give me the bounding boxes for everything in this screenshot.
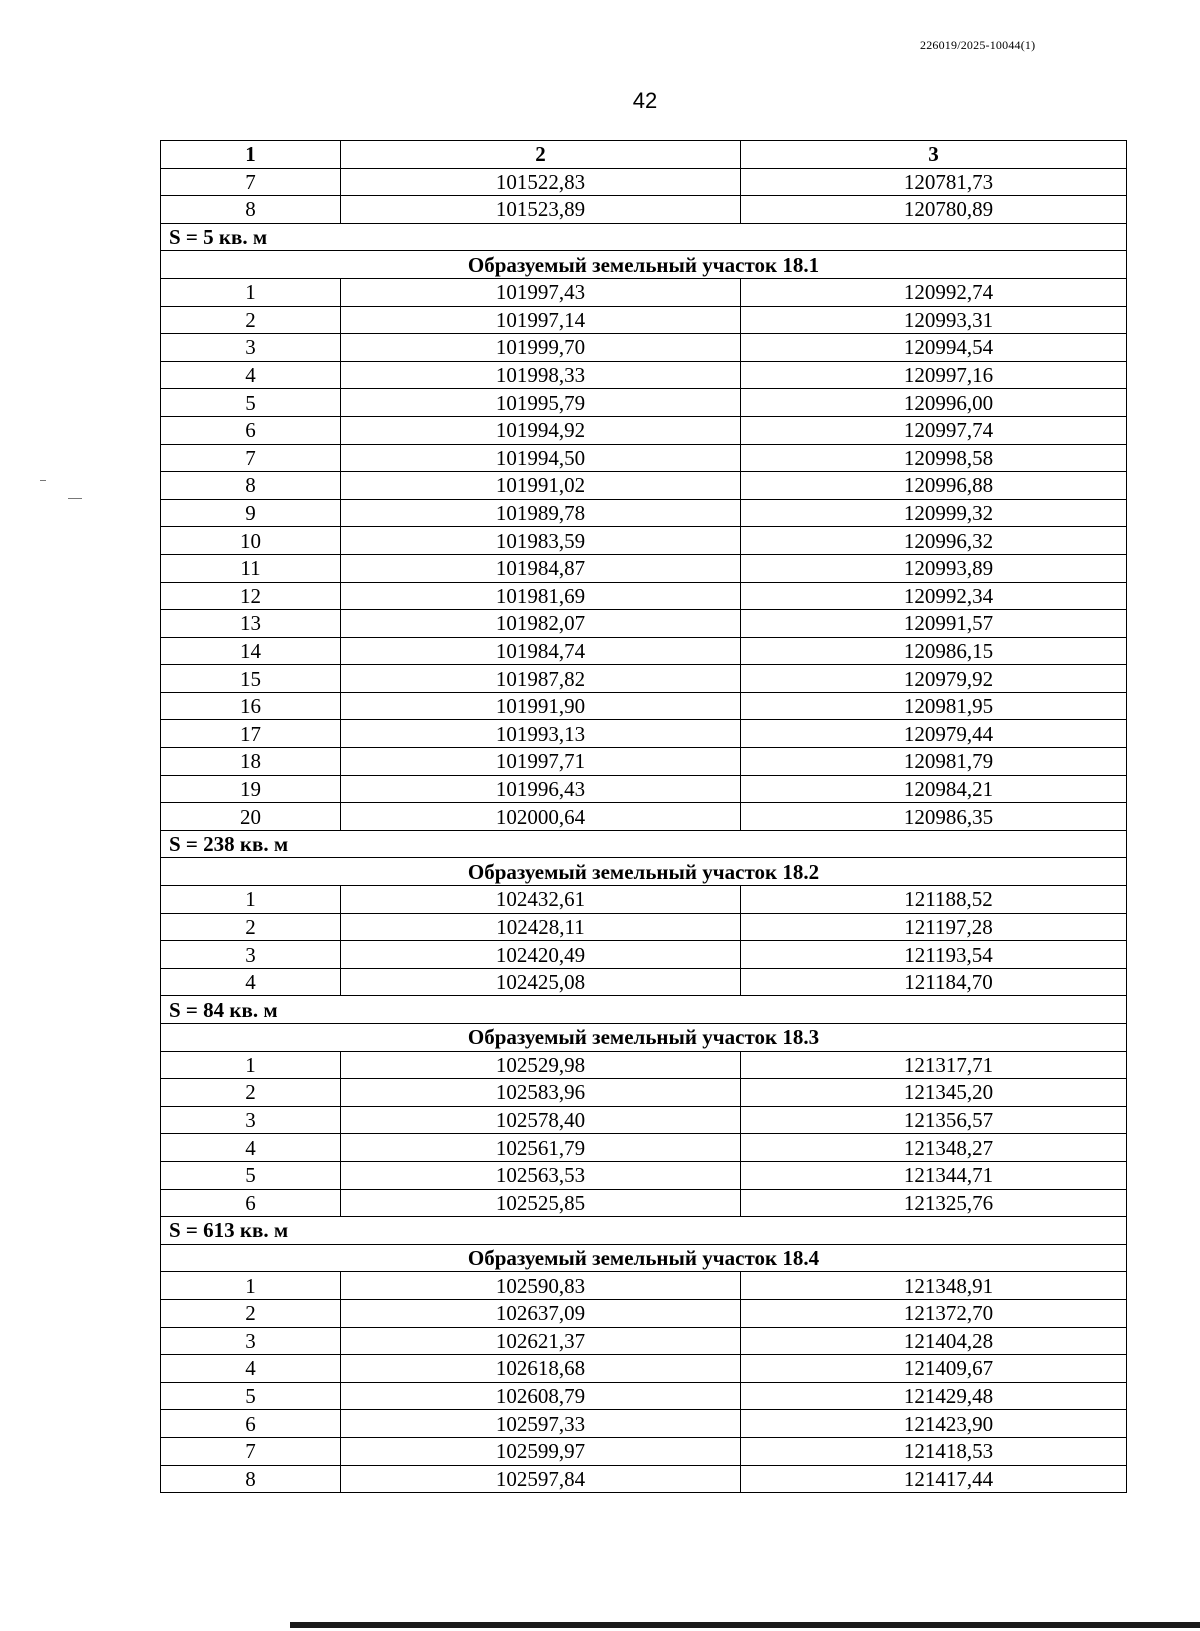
point-number-cell: 20 (161, 803, 341, 831)
coordinate-y-cell: 121417,44 (741, 1465, 1127, 1493)
coordinate-x-cell: 102561,79 (341, 1134, 741, 1162)
coordinate-x-cell: 102621,37 (341, 1327, 741, 1355)
table-row (161, 775, 1127, 803)
coordinate-y-cell: 120998,58 (741, 444, 1127, 472)
table-row (161, 637, 1127, 665)
table-row (161, 1465, 1127, 1493)
table-row (161, 913, 1127, 941)
point-number-cell: 3 (161, 334, 341, 362)
coordinate-y-cell: 120993,31 (741, 306, 1127, 334)
table-row (161, 941, 1127, 969)
coordinate-y-cell: 121423,90 (741, 1410, 1127, 1438)
coordinate-x-cell: 101991,02 (341, 472, 741, 500)
point-number-cell: 13 (161, 610, 341, 638)
point-number-cell: 7 (161, 168, 341, 196)
coordinate-x-cell: 101984,87 (341, 554, 741, 582)
parcel-title-row (161, 1244, 1127, 1272)
coordinate-y-cell: 120981,79 (741, 748, 1127, 776)
coordinate-y-cell: 121325,76 (741, 1189, 1127, 1217)
coordinate-y-cell: 121184,70 (741, 968, 1127, 996)
table-row (161, 1437, 1127, 1465)
coordinate-y-cell: 121372,70 (741, 1299, 1127, 1327)
coordinate-y-cell: 121188,52 (741, 886, 1127, 914)
parcel-title: Образуемый земельный участок 18.1 (161, 251, 1127, 279)
coordinate-x-cell: 102529,98 (341, 1051, 741, 1079)
table-row (161, 334, 1127, 362)
point-number-cell: 19 (161, 775, 341, 803)
point-number-cell: 10 (161, 527, 341, 555)
coordinate-x-cell: 101987,82 (341, 665, 741, 693)
coordinate-y-cell: 120992,74 (741, 278, 1127, 306)
coordinate-y-cell: 120979,44 (741, 720, 1127, 748)
coordinate-y-cell: 120997,16 (741, 361, 1127, 389)
table-row (161, 1189, 1127, 1217)
point-number-cell: 8 (161, 1465, 341, 1493)
point-number-cell: 5 (161, 389, 341, 417)
table-row (161, 361, 1127, 389)
coordinate-y-cell: 120997,74 (741, 416, 1127, 444)
table-row (161, 1051, 1127, 1079)
table-row (161, 472, 1127, 500)
coordinate-x-cell: 102637,09 (341, 1299, 741, 1327)
coordinate-x-cell: 102597,84 (341, 1465, 741, 1493)
coordinate-y-cell: 121345,20 (741, 1079, 1127, 1107)
coordinate-y-cell: 120991,57 (741, 610, 1127, 638)
table-row (161, 803, 1127, 831)
table-row (161, 389, 1127, 417)
coordinate-x-cell: 101998,33 (341, 361, 741, 389)
header-coordinate-x: 2 (341, 141, 741, 169)
area-row (161, 1217, 1127, 1245)
point-number-cell: 2 (161, 306, 341, 334)
parcel-title-row (161, 251, 1127, 279)
point-number-cell: 1 (161, 1272, 341, 1300)
point-number-cell: 3 (161, 1106, 341, 1134)
area-row (161, 223, 1127, 251)
area-value: S = 84 кв. м (161, 996, 1127, 1024)
coordinate-x-cell: 101993,13 (341, 720, 741, 748)
table-row (161, 527, 1127, 555)
point-number-cell: 2 (161, 913, 341, 941)
scan-artifact (68, 498, 82, 499)
coordinate-x-cell: 102425,08 (341, 968, 741, 996)
point-number-cell: 8 (161, 196, 341, 224)
area-row (161, 830, 1127, 858)
point-number-cell: 15 (161, 665, 341, 693)
coordinate-y-cell: 120992,34 (741, 582, 1127, 610)
point-number-cell: 16 (161, 692, 341, 720)
coordinate-x-cell: 101981,69 (341, 582, 741, 610)
table-body (161, 168, 1127, 1493)
table-row (161, 278, 1127, 306)
coordinate-y-cell: 121193,54 (741, 941, 1127, 969)
point-number-cell: 3 (161, 1327, 341, 1355)
coordinate-x-cell: 101982,07 (341, 610, 741, 638)
point-number-cell: 18 (161, 748, 341, 776)
table-row (161, 554, 1127, 582)
coordinate-x-cell: 102525,85 (341, 1189, 741, 1217)
table-row (161, 968, 1127, 996)
coordinate-y-cell: 120996,32 (741, 527, 1127, 555)
point-number-cell: 14 (161, 637, 341, 665)
coordinate-y-cell: 120781,73 (741, 168, 1127, 196)
coordinate-x-cell: 102597,33 (341, 1410, 741, 1438)
coordinate-y-cell: 120984,21 (741, 775, 1127, 803)
coordinate-x-cell: 102599,97 (341, 1437, 741, 1465)
table-row (161, 1355, 1127, 1383)
scan-artifact (40, 480, 46, 481)
point-number-cell: 1 (161, 278, 341, 306)
coordinate-x-cell: 102618,68 (341, 1355, 741, 1383)
coordinate-x-cell: 101997,14 (341, 306, 741, 334)
coordinate-y-cell: 120986,35 (741, 803, 1127, 831)
coordinate-y-cell: 121348,91 (741, 1272, 1127, 1300)
table-row (161, 720, 1127, 748)
point-number-cell: 17 (161, 720, 341, 748)
point-number-cell: 6 (161, 1189, 341, 1217)
coordinate-y-cell: 121356,57 (741, 1106, 1127, 1134)
coordinate-x-cell: 101997,71 (341, 748, 741, 776)
point-number-cell: 2 (161, 1079, 341, 1107)
coordinate-x-cell: 102420,49 (341, 941, 741, 969)
point-number-cell: 1 (161, 886, 341, 914)
coordinate-x-cell: 102608,79 (341, 1382, 741, 1410)
table-row (161, 306, 1127, 334)
point-number-cell: 3 (161, 941, 341, 969)
table-header-row (161, 141, 1127, 169)
table-row (161, 444, 1127, 472)
header-point-number: 1 (161, 141, 341, 169)
coordinate-y-cell: 121344,71 (741, 1161, 1127, 1189)
parcel-title: Образуемый земельный участок 18.3 (161, 1024, 1127, 1052)
coordinate-y-cell: 120780,89 (741, 196, 1127, 224)
point-number-cell: 6 (161, 1410, 341, 1438)
coordinate-x-cell: 102000,64 (341, 803, 741, 831)
point-number-cell: 6 (161, 416, 341, 444)
coordinate-x-cell: 102563,53 (341, 1161, 741, 1189)
page-number: 42 (632, 88, 658, 113)
coordinate-x-cell: 101989,78 (341, 499, 741, 527)
point-number-cell: 8 (161, 472, 341, 500)
point-number-cell: 5 (161, 1161, 341, 1189)
table-row (161, 1327, 1127, 1355)
document-reference-number: 226019/2025-10044(1) (920, 38, 1036, 52)
point-number-cell: 4 (161, 968, 341, 996)
coordinate-x-cell: 101522,83 (341, 168, 741, 196)
coordinate-x-cell: 101997,43 (341, 278, 741, 306)
point-number-cell: 12 (161, 582, 341, 610)
coordinate-y-cell: 120996,00 (741, 389, 1127, 417)
coordinate-y-cell: 121317,71 (741, 1051, 1127, 1079)
coordinate-x-cell: 102428,11 (341, 913, 741, 941)
coordinate-x-cell: 102578,40 (341, 1106, 741, 1134)
area-value: S = 238 кв. м (161, 830, 1127, 858)
table-row (161, 1410, 1127, 1438)
coordinate-x-cell: 101996,43 (341, 775, 741, 803)
coordinate-x-cell: 101991,90 (341, 692, 741, 720)
coordinate-y-cell: 120979,92 (741, 665, 1127, 693)
table-row (161, 610, 1127, 638)
point-number-cell: 4 (161, 1355, 341, 1383)
table-row (161, 886, 1127, 914)
table-row (161, 1299, 1127, 1327)
coordinate-x-cell: 101994,50 (341, 444, 741, 472)
coordinate-y-cell: 121418,53 (741, 1437, 1127, 1465)
coordinate-y-cell: 121409,67 (741, 1355, 1127, 1383)
point-number-cell: 4 (161, 361, 341, 389)
point-number-cell: 1 (161, 1051, 341, 1079)
area-row (161, 996, 1127, 1024)
coordinate-x-cell: 101983,59 (341, 527, 741, 555)
coordinate-x-cell: 102583,96 (341, 1079, 741, 1107)
scan-edge-band (290, 1622, 1200, 1628)
coordinate-y-cell: 121429,48 (741, 1382, 1127, 1410)
table-row (161, 1106, 1127, 1134)
table-row (161, 1134, 1127, 1162)
coordinate-y-cell: 120994,54 (741, 334, 1127, 362)
coordinate-x-cell: 101999,70 (341, 334, 741, 362)
area-value: S = 613 кв. м (161, 1217, 1127, 1245)
parcel-title: Образуемый земельный участок 18.2 (161, 858, 1127, 886)
point-number-cell: 7 (161, 444, 341, 472)
point-number-cell: 9 (161, 499, 341, 527)
coordinate-x-cell: 101523,89 (341, 196, 741, 224)
coordinate-y-cell: 121348,27 (741, 1134, 1127, 1162)
coordinate-x-cell: 101984,74 (341, 637, 741, 665)
coordinate-y-cell: 121197,28 (741, 913, 1127, 941)
coordinate-y-cell: 120993,89 (741, 554, 1127, 582)
table-row (161, 168, 1127, 196)
coordinate-y-cell: 120986,15 (741, 637, 1127, 665)
coordinate-x-cell: 102590,83 (341, 1272, 741, 1300)
point-number-cell: 7 (161, 1437, 341, 1465)
coordinate-x-cell: 102432,61 (341, 886, 741, 914)
coordinate-y-cell: 121404,28 (741, 1327, 1127, 1355)
table-row (161, 1382, 1127, 1410)
table-row (161, 499, 1127, 527)
table-row (161, 1161, 1127, 1189)
table-row (161, 1079, 1127, 1107)
table-row (161, 582, 1127, 610)
parcel-title-row (161, 1024, 1127, 1052)
table-row (161, 1272, 1127, 1300)
coordinate-y-cell: 120996,88 (741, 472, 1127, 500)
coordinate-x-cell: 101995,79 (341, 389, 741, 417)
parcel-title: Образуемый земельный участок 18.4 (161, 1244, 1127, 1272)
area-value: S = 5 кв. м (161, 223, 1127, 251)
coordinate-x-cell: 101994,92 (341, 416, 741, 444)
table-row (161, 196, 1127, 224)
point-number-cell: 4 (161, 1134, 341, 1162)
coordinate-y-cell: 120999,32 (741, 499, 1127, 527)
point-number-cell: 2 (161, 1299, 341, 1327)
coordinates-table (160, 140, 1127, 1493)
coordinate-y-cell: 120981,95 (741, 692, 1127, 720)
table-row (161, 416, 1127, 444)
table-row (161, 748, 1127, 776)
header-coordinate-y: 3 (741, 141, 1127, 169)
point-number-cell: 5 (161, 1382, 341, 1410)
table-row (161, 692, 1127, 720)
table-row (161, 665, 1127, 693)
parcel-title-row (161, 858, 1127, 886)
point-number-cell: 11 (161, 554, 341, 582)
